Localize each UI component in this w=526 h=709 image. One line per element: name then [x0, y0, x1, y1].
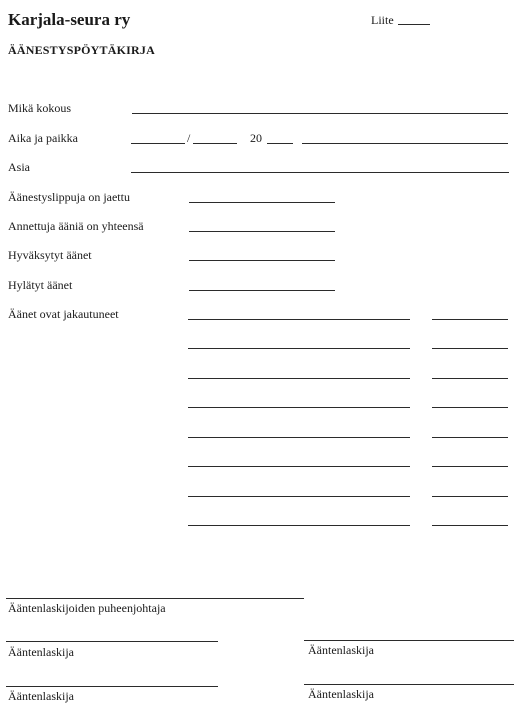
distribution-name-line[interactable]: [188, 319, 410, 320]
teller-3-signature-line[interactable]: [6, 686, 218, 687]
time-place-label: Aika ja paikka: [8, 131, 78, 145]
meeting-label: Mikä kokous: [8, 101, 71, 115]
place-field-line[interactable]: [302, 143, 508, 144]
distribution-count-line[interactable]: [432, 437, 508, 438]
rejected-votes-line[interactable]: [189, 290, 335, 291]
accepted-votes-label: Hyväksytyt äänet: [8, 248, 92, 262]
teller-2-signature-line[interactable]: [304, 640, 514, 641]
attachment-label: Liite: [371, 13, 394, 27]
distribution-count-line[interactable]: [432, 319, 508, 320]
teller-1-signature-label: Ääntenlaskija: [8, 645, 74, 659]
matter-label: Asia: [8, 160, 30, 174]
distribution-count-line[interactable]: [432, 525, 508, 526]
meeting-field-line[interactable]: [132, 113, 508, 114]
organization-name: Karjala-seura ry: [8, 10, 131, 29]
chair-signature-line[interactable]: [6, 598, 304, 599]
vote-distribution-label: Äänet ovat jakautuneet: [8, 307, 119, 321]
distribution-count-line[interactable]: [432, 496, 508, 497]
rejected-votes-label: Hylätyt äänet: [8, 278, 73, 292]
form-title: ÄÄNESTYSPÖYTÄKIRJA: [8, 43, 155, 57]
ballots-distributed-label: Äänestyslippuja on jaettu: [8, 190, 130, 204]
teller-2-signature-label: Ääntenlaskija: [308, 643, 374, 657]
distribution-name-line[interactable]: [188, 496, 410, 497]
teller-1-signature-line[interactable]: [6, 641, 218, 642]
distribution-name-line[interactable]: [188, 466, 410, 467]
distribution-name-line[interactable]: [188, 525, 410, 526]
votes-cast-label: Annettuja ääniä on yhteensä: [8, 219, 144, 233]
year-prefix: 20: [250, 131, 262, 145]
distribution-name-line[interactable]: [188, 378, 410, 379]
day-field-line[interactable]: [131, 143, 185, 144]
distribution-count-line[interactable]: [432, 378, 508, 379]
distribution-name-line[interactable]: [188, 437, 410, 438]
year-field-line[interactable]: [267, 143, 293, 144]
teller-3-signature-label: Ääntenlaskija: [8, 689, 74, 703]
date-separator: /: [187, 131, 191, 145]
distribution-count-line[interactable]: [432, 407, 508, 408]
teller-4-signature-line[interactable]: [304, 684, 514, 685]
distribution-count-line[interactable]: [432, 348, 508, 349]
matter-field-line[interactable]: [131, 172, 509, 173]
votes-cast-line[interactable]: [189, 231, 335, 232]
teller-4-signature-label: Ääntenlaskija: [308, 687, 374, 701]
distribution-name-line[interactable]: [188, 348, 410, 349]
accepted-votes-line[interactable]: [189, 260, 335, 261]
chair-signature-label: Ääntenlaskijoiden puheenjohtaja: [8, 601, 166, 615]
distribution-count-line[interactable]: [432, 466, 508, 467]
distribution-name-line[interactable]: [188, 407, 410, 408]
attachment-number-line[interactable]: [398, 24, 430, 25]
month-field-line[interactable]: [193, 143, 237, 144]
ballots-distributed-line[interactable]: [189, 202, 335, 203]
